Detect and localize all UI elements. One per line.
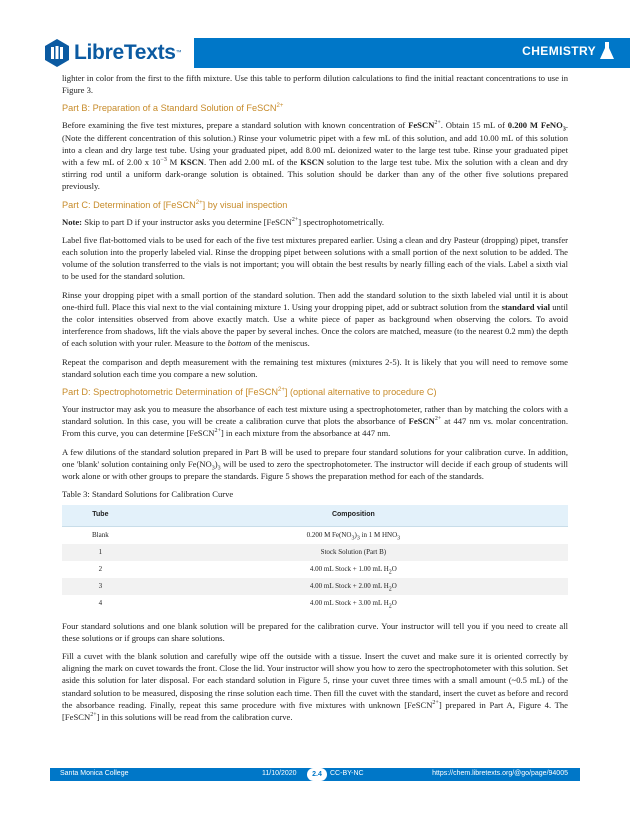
page-number-badge: 2.4 (307, 768, 327, 781)
cell-composition: 0.200 M $Fe(NO_3)_3$ in 1 M $HNO_3$ (306, 531, 401, 542)
cell-composition: 4.00 mL Stock + 3.00 mL $H_2O$ (309, 599, 397, 610)
column-header-tube: Tube (62, 505, 139, 526)
brand-trademark: ™ (175, 50, 182, 56)
footer-license[interactable]: CC-BY-NC (330, 770, 364, 777)
part-c-paragraph-3: Repeat the comparison and depth measurement with the remaining test mixtures (mixtures 2-5). It is likely that you will need to remove some standard solution each time you compare a new solution. (62, 356, 568, 379)
cell-tube: 3 (62, 578, 139, 595)
column-header-composition: Composition (139, 505, 568, 526)
calibration-table (62, 505, 568, 611)
part-d-paragraph-3: Four standard solutions and one blank solution will be prepared for the calibration curve. Your instructor will tell you if you need to create all these solutions or if groups can share solutions. (62, 620, 568, 643)
cell-tube: 1 (62, 544, 139, 561)
page-content (62, 72, 568, 729)
section-heading-part-d: Part D: Spectrophotometric Determination of [FeSCN$^{2+}$] (optional alternative to procedure C) (62, 387, 437, 398)
table-row (62, 595, 568, 612)
part-c-note: Note: Skip to part D if your instructor asks you determine [FeSCN$^{2+}$] spectrophotometrically. (62, 216, 385, 227)
cell-composition: Stock Solution (Part B) (139, 544, 568, 561)
section-heading-part-b: Part B: Preparation of a Standard Solution of FeSCN$^{2+}$ (62, 103, 284, 114)
page-header (0, 0, 630, 72)
table-row (62, 526, 568, 543)
cell-composition: 4.00 mL Stock + 1.00 mL $H_2O$ (309, 565, 397, 576)
cell-composition: 4.00 mL Stock + 2.00 mL $H_2O$ (139, 578, 568, 595)
intro-paragraph: lighter in color from the first to the fifth mixture. Use this table to perform dilution calculations to find the initial reactant concentrations to use in Figure 3. (62, 73, 568, 96)
cell-tube: 4 (98, 599, 103, 608)
part-d-paragraph-1: Your instructor may ask you to measure the absorbance of each test mixture using a spectrophotometer, rather than by matching the colors with a standard solution. In this case, you will be create a calibration curve that plots the absorbance of FeSCN$^{2+}$ at 447 nm vs. molar concentration. From this curve, you can determine [FeSCN$^{2+}$] in each mixture from the absorbance at 447 nm. (62, 404, 569, 439)
table-row (62, 561, 568, 578)
footer-url-link[interactable]: https://chem.libretexts.org/@go/page/94005 (432, 770, 568, 777)
subject-title[interactable]: CHEMISTRY (522, 44, 596, 58)
footer-date: 11/10/2020 (262, 770, 297, 777)
part-c-paragraph-2: Rinse your dropping pipet with a small portion of the standard solution. Then add the standard solution to the sixth labeled vial until it is about one-third full. Place this vial next to the vial containing mixture 1. Using your dropping pipet, add or subtract solution from the standard vial until the color intensities observed from above exactly match. Use a white piece of paper as background when observing the colors. To avoid interference from shadows, lift the vials above the paper by several inches. Once the colors are matched, measure (to the nearest 0.2 mm) the depth of each solution with your ruler. Measure to the bottom of the meniscus. (62, 289, 568, 349)
footer-institution: Santa Monica College (60, 770, 129, 777)
cell-tube: Blank (92, 531, 109, 540)
part-c-paragraph-1: Label five flat-bottomed vials to be used for each of the five test mixtures prepared earlier. Using a clean and dry Pasteur (dropping) pipet, transfer each solution into the properly labeled vial. Rinse the dropping pipet between solutions with a small portion of the next solution to be added. The volume of the solution transferred to the vials is not important; you will obtain the best results by nearly filling each of the vials. Label a sixth vial to be used for the standard solution. (62, 234, 568, 282)
part-d-paragraph-2: A few dilutions of the standard solution prepared in Part B will be used to prepare four standard solutions for your calibration curve. In addition, one 'blank' solution containing only $Fe(NO_3)_3$ will be used to zero the spectrophotometer. The instructor will decide if each group of students will work alone or with other groups to prepare the standards. Figure 5 shows the preparation method for each of the standards. (62, 446, 568, 482)
section-heading-part-c: Part C: Determination of [FeSCN$^{2+}$] by visual inspection (62, 199, 288, 210)
table-row (62, 578, 568, 595)
table-row (62, 544, 568, 561)
part-b-paragraph: Before examining the five test mixtures, prepare a standard solution with known concentration of FeSCN$^{2+}$. Obtain 15 mL of 0.200 M FeNO$_3$. (Note the different concentration of this solution.) Rinse your volumetric pipet with a few mL of this solution, and add 10.00 mL of this solution into a clean and dry large test tube. Using your graduated pipet, add 8.00 mL deionized water to the large test tube. Rinse your graduated pipet with a few mL of 2.00 x $10^{-3}$ M KSCN. Then add 2.00 mL of the KSCN solution to the large test tube. Mix the solution with a clean and dry stirring rod until a uniform dark-orange solution is obtained. This solution should be darker than any of the other five solutions prepared previously. (62, 120, 568, 192)
libretexts-logo[interactable] (44, 37, 194, 69)
cell-tube: 2 (98, 565, 103, 574)
part-d-paragraph-4: Fill a cuvet with the blank solution and carefully wipe off the outside with a tissue. Insert the cuvet and make sure it is oriented correctly by aligning the mark on cuvet towards the front. Close the lid. Your instructor will show you how to zero the spectrophotometer with this solution. Set aside this solution for later disposal. For each standard solution in Figure 5, rinse your cuvet three times with a small amount (~0.5 mL) of the standard solution to be measured, disposing the rinse solution each time. Then fill the cuvet with the standard, insert the cuvet as before and record the absorbance reading. Finally, repeat this same procedure with five mixtures with unknown [FeSCN$^{2+}$] prepared in Part A, Figure 4. The [FeSCN$^{2+}$] in this solutions will be read from the calibration curve. (62, 651, 569, 723)
table-caption: Table 3: Standard Solutions for Calibration Curve (62, 489, 234, 500)
libretexts-logo-icon (44, 38, 70, 68)
table-header-row (62, 505, 568, 526)
page-footer (50, 768, 580, 781)
flask-icon (600, 42, 614, 60)
brand-name: LibreTexts (74, 41, 176, 64)
